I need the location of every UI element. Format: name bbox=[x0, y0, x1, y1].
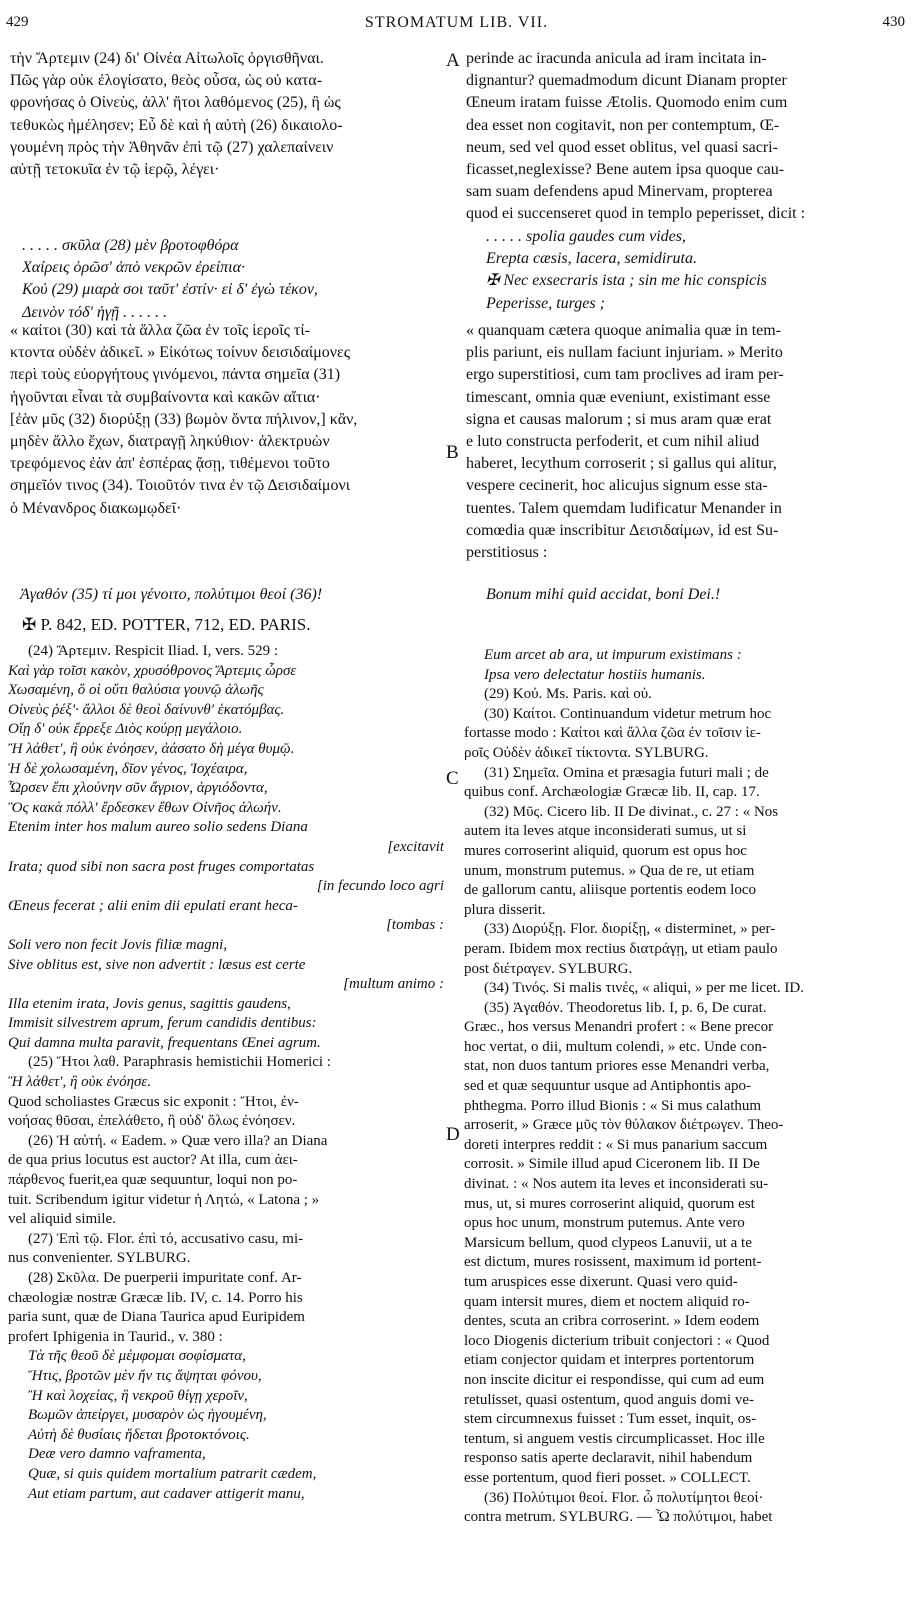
footnote-line: doreti interpres reddit : « Si mus panarium saccum bbox=[464, 1136, 768, 1153]
latin-verse-line: Erepta cæsis, lacera, semidiruta. bbox=[486, 250, 697, 268]
footnote-line: mus, ut, si mures corroserint aliquid, quorum est bbox=[464, 1195, 755, 1212]
footnote-line: πάρθενος fuerit,ea quæ sequuntur, loqui non po- bbox=[8, 1172, 298, 1189]
margin-marker-b: B bbox=[446, 442, 459, 463]
footnote-line: vel aliquid simile. bbox=[8, 1211, 116, 1228]
footnote-line: Sive oblitus est, sive non advertit : læsus est certe bbox=[8, 956, 306, 973]
footnote-line: paria sunt, quæ de Diana Taurica apud Euripidem bbox=[8, 1309, 305, 1326]
footnote-line: Οἴῃ δ' οὐκ ἔρρεξε Διὸς κούρῃ μεγάλοιο. bbox=[8, 721, 243, 738]
footnote-line: Χωσαμένη, ὅ οἱ οὔτι θαλύσια γουνῷ ἀλωῆς bbox=[8, 682, 264, 699]
footnote-line: (30) Καίτοι. Continuandum videtur metrum hoc bbox=[484, 705, 772, 722]
footnote-line: Ὃς κακὰ πόλλ' ἔρδεσκεν ἔθων Οἰνῆος ἀλωήν. bbox=[8, 799, 282, 816]
greek-line: Πῶς γὰρ οὐκ ἐλογίσατο, θεὸς οὖσα, ὡς οὐ κατα- bbox=[10, 72, 323, 90]
edition-reference: ✠ P. 842, ED. POTTER, 712, ED. PARIS. bbox=[22, 615, 311, 634]
latin-text-top bbox=[466, 48, 906, 226]
footnote-line: tum aruspices esse dixerunt. Quasi vero quid- bbox=[464, 1274, 738, 1290]
footnote-line: nus convenienter. SYLBURG. bbox=[8, 1250, 191, 1267]
footnote-line: (33) Διορύξῃ. Flor. διορίξῃ, « disterminet, » per- bbox=[484, 921, 776, 938]
footnote-line: Αὐτὴ δὲ θυσίαις ἥδεται βροτοκτόνοις. bbox=[28, 1426, 250, 1443]
greek-line: τρεφόμενος ἐὰν ἀπ' ἑσπέρας ᾄσῃ, τιθέμενοι τοῦτο bbox=[10, 455, 330, 473]
footnote-line: dentes, scuta an cribra corroserint. » Idem eodem bbox=[464, 1313, 760, 1330]
greek-line: μηδὲν ἄλλο ἔχων, διατραγῇ ληκύθιον· ἀλεκτρυὼν bbox=[10, 433, 330, 451]
footnote-line: (35) Ἀγαθόν. Theodoretus lib. I, p. 6, De curat. bbox=[484, 999, 767, 1016]
footnote-line: Ἡ δὲ χολωσαμένη, δῖον γένος, Ἰοχέαιρα, bbox=[8, 760, 248, 777]
footnote-line: peram. Ibidem mox rectius διατράγῃ, ut etiam paulo bbox=[464, 940, 778, 957]
margin-marker-a: A bbox=[446, 50, 460, 71]
greek-verse-line: . . . . . σκῦλα (28) μὲν βροτοφθόρα bbox=[22, 237, 239, 254]
footnote-line: loco Diogenis dicterium tribuit conjectori : « Quod bbox=[464, 1332, 770, 1349]
footnote-line: Irata; quod sibi non sacra post fruges comportatas bbox=[8, 858, 315, 875]
greek-closing-line: Ἀγαθόν (35) τί μοι γένοιτο, πολύτιμοι θεοί (36)! bbox=[20, 586, 323, 603]
footnote-line: quam intersit mures, diem et noctem aliquid ro- bbox=[464, 1293, 750, 1310]
latin-line: timescant, omnia quæ eveniunt, existimant esse bbox=[466, 388, 771, 406]
footnote-line: Ἥτις, βροτῶν μὲν ἤν τις ἅψηται φόνου, bbox=[28, 1367, 262, 1384]
page-number-right: 430 bbox=[882, 14, 905, 30]
footnote-line: Græc., hos versus Menandri profert : « Bene precor bbox=[464, 1019, 774, 1036]
latin-line: perinde ac iracunda anicula ad iram incitata in- bbox=[466, 50, 767, 67]
footnote-line: arroserit, » Græce μῦς τὸν θύλακον διέτρωγεν. Theo- bbox=[464, 1117, 784, 1134]
latin-line: comœdia quæ inscribitur Δεισιδαίμων, id est Su- bbox=[466, 521, 779, 539]
footnote-line: (36) Πολύτιμοι θεοί. Flor. ὦ πολυτίμητοι θεοί· bbox=[484, 1489, 764, 1506]
footnote-line: (27) Ἐπὶ τῷ. Flor. ἐπὶ τό, accusativo casu, mi- bbox=[28, 1230, 304, 1247]
footnote-line: ροῖς Οὐδὲν ἀδικεῖ τίκτοντα. SYLBURG. bbox=[464, 744, 709, 761]
latin-line: « quanquam cætera quoque animalia quæ in tem- bbox=[466, 322, 782, 339]
footnote-line: phthegma. Porro illud Bionis : « Si mus calathum bbox=[464, 1097, 762, 1114]
latin-line: ergo superstitiosi, cum tam proclives ad iram per- bbox=[466, 366, 784, 384]
greek-line: φρονήσας ὁ Οἰνεὺς, ἀλλ' ἤτοι λαθόμενος (25), ἢ ὡς bbox=[10, 94, 341, 112]
latin-line: tuentes. Talem quemdam ludificatur Menander in bbox=[466, 499, 782, 517]
footnote-line: Deæ vero damno vaframenta, bbox=[28, 1446, 206, 1463]
greek-verse-line: Χαίρεις ὁρῶσ' ἀπὸ νεκρῶν ἐρείπια· bbox=[22, 259, 245, 277]
latin-verse-line: Peperisse, turges ; bbox=[486, 294, 605, 312]
footnote-line: mures corroserint aliquid, quorum est opus hoc bbox=[464, 842, 747, 859]
footnote-line: plura disserit. bbox=[464, 901, 546, 918]
footnote-line: (28) Σκῦλα. De puerperii impuritate conf. Ar- bbox=[28, 1270, 302, 1286]
footnote-line: Soli vero non fecit Jovis filiæ magni, bbox=[8, 936, 227, 953]
greek-verse-line: Κοὐ (29) μιαρὰ σοι ταῦτ' ἐστίν· εἰ δ' ἐγὼ τέκον, bbox=[22, 281, 318, 299]
footnote-line: Immisit silvestrem aprum, ferum candidis dentibus: bbox=[8, 1015, 317, 1032]
latin-line: neum, sed vel quod esset oblitus, vel quasi sacri- bbox=[466, 138, 778, 156]
greek-line: τεθυκὼς ἠμέλησεν; Εὖ δὲ καὶ ἡ αὐτὴ (26) δικαιολο- bbox=[10, 116, 343, 134]
footnote-line: (24) Ἄρτεμιν. Respicit Iliad. I, vers. 529 : bbox=[28, 643, 279, 659]
footnote-line: νοήσας θῦσαι, ἐπελάθετο, ἢ οὐδ' ὅλως ἐνόησεν. bbox=[8, 1113, 296, 1130]
greek-line: ἡγοῦνται εἶναι τὰ συμβαίνοντα καὶ κακῶν αἴτια· bbox=[10, 388, 321, 406]
footnote-line: post διέτραγεν. SYLBURG. bbox=[464, 960, 633, 977]
footnote-line: esse portentum, quod fieri posset. » COLLECT. bbox=[464, 1469, 751, 1486]
footnotes-right-column bbox=[464, 646, 908, 1528]
footnote-line: tentum, si anguem vestis circumplicasset. Hoc ille bbox=[464, 1430, 765, 1447]
greek-line: τὴν Ἄρτεμιν (24) δι' Οἰνέα Αἰτωλοῖς ὀργισθῆναι. bbox=[10, 50, 324, 67]
footnote-line: Etenim inter hos malum aureo solio sedens Diana bbox=[8, 819, 308, 836]
footnote-line: Τὰ τῆς θεοῦ δὲ μέμφομαι σοφίσματα, bbox=[28, 1348, 246, 1365]
footnote-line: profert Iphigenia in Taurid., v. 380 : bbox=[8, 1328, 223, 1345]
latin-verse-line: . . . . . spolia gaudes cum vides, bbox=[486, 228, 686, 245]
latin-line: plis pariunt, eis nullam faciunt injuriam. » Merito bbox=[466, 344, 783, 362]
footnote-line: hoc vertat, o dii, multum colendi, » etc. Unde con- bbox=[464, 1038, 767, 1055]
footnote-line: Quæ, si quis quidem mortalium patrarit cædem, bbox=[28, 1465, 317, 1482]
footnote-line: chæologiæ nostræ Græcæ lib. IV, c. 14. Porro his bbox=[8, 1289, 303, 1306]
footnote-line: non inscite dicitur ei respondisse, qui cum ad eum bbox=[464, 1371, 765, 1388]
footnote-line: est dictum, mures rosissent, maximum id portent- bbox=[464, 1254, 762, 1271]
latin-line: perstitiosus : bbox=[466, 544, 548, 562]
greek-text-middle bbox=[10, 320, 442, 520]
footnote-line: (29) Κοὐ. Ms. Paris. καὶ οὐ. bbox=[484, 686, 652, 703]
greek-verse-line: Δεινὸν τόδ' ἡγῇ . . . . . . bbox=[22, 303, 168, 321]
footnote-line: Ipsa vero delectatur hostiis humanis. bbox=[484, 666, 706, 683]
margin-marker-c: C bbox=[446, 768, 459, 789]
footnote-line: Βωμῶν ἀπείργει, μυσαρὸν ὡς ἡγουμένη, bbox=[28, 1407, 267, 1424]
footnote-line: divinat. : « Nos autem ita leves et inconsiderati su- bbox=[464, 1176, 769, 1193]
latin-line: ficasset,neglexisse? Bene autem ipsa quoque cau- bbox=[466, 161, 785, 179]
footnote-line: [in fecundo loco agri bbox=[316, 878, 444, 895]
footnote-line: stem circumnexus fuisset : Tum esset, inquit, os- bbox=[464, 1411, 757, 1428]
latin-line: dea esset non cogitavit, non per contemptum, Œ- bbox=[466, 116, 780, 134]
footnote-line: tuit. Scribendum igitur videtur ἡ Λητώ, « Latona ; » bbox=[8, 1191, 320, 1208]
footnotes-left-column bbox=[8, 642, 444, 1504]
footnote-line: stat, non duos tantum priores esse Menandri verba, bbox=[464, 1058, 770, 1075]
footnote-line: quibus conf. Archæologiæ Græcæ lib. II, cap. 17. bbox=[464, 784, 760, 801]
footnote-line: contra metrum. SYLBURG. — Ὦ πολύτιμοι, habet bbox=[464, 1509, 773, 1526]
footnote-line: retulisset, quasi ostentum, quod anguis domi ve- bbox=[464, 1391, 754, 1408]
footnote-line: Marsicum bellum, quod clypeos Lanuvii, ut a te bbox=[464, 1234, 752, 1251]
greek-line: « καίτοι (30) καὶ τὰ ἄλλα ζῶα ἐν τοῖς ἱεροῖς τί- bbox=[10, 322, 310, 339]
greek-verse-quote bbox=[22, 235, 442, 324]
footnote-line: corrosit. » Simile illud apud Ciceronem lib. II De bbox=[464, 1156, 760, 1173]
footnote-line: de gallorum cantu, aliisque portentis eodem loco bbox=[464, 882, 757, 899]
page-number-left: 429 bbox=[6, 14, 29, 30]
footnote-line: Καὶ γὰρ τοῖσι κακὸν, χρυσόθρονος Ἄρτεμις ὦρσε bbox=[8, 662, 297, 679]
footnote-line: opus hoc unum, monstrum putemus. Ante vero bbox=[464, 1215, 745, 1232]
greek-line: ὁ Μένανδρος διακωμῳδεῖ· bbox=[10, 499, 182, 517]
margin-marker-d: D bbox=[446, 1124, 460, 1145]
footnote-line: Ἢ λάθετ', ἢ οὐκ ἐνόησε. bbox=[8, 1074, 152, 1091]
latin-closing-line: Bonum mihi quid accidat, boni Dei.! bbox=[486, 586, 721, 603]
footnote-line: [excitavit bbox=[387, 838, 444, 855]
latin-line: dignantur? quemadmodum dicunt Dianam propter bbox=[466, 72, 787, 90]
footnote-line: Ἢ λάθετ', ἢ οὐκ ἐνόησεν, ἀάσατο δὴ μέγα θυμῷ. bbox=[8, 740, 295, 757]
footnote-line: autem ita leves atque inconsiderati sumus, ut si bbox=[464, 823, 747, 840]
footnote-line: de qua prius locutus est auctor? At illa, cum ἀει- bbox=[8, 1152, 298, 1169]
footnote-line: (32) Μῦς. Cicero lib. II De divinat., c. 27 : « Nos bbox=[484, 803, 779, 820]
footnote-line: Ὦρσεν ἔπι χλούνην σῦν ἄγριον, ἀργιόδοντα, bbox=[8, 780, 268, 797]
footnote-line: Œneus fecerat ; alii enim dii epulati erant heca- bbox=[8, 897, 298, 914]
latin-line: signa et causas malorum ; si mus aram quæ erat bbox=[466, 410, 772, 428]
footnote-line: unum, monstrum putemus. » Qua de re, ut etiam bbox=[464, 862, 755, 879]
greek-line: αὐτῇ τετοκυῖα ἐν τῷ ἱερῷ, λέγει· bbox=[10, 161, 220, 179]
footnote-line: Illa etenim irata, Jovis genus, sagittis gaudens, bbox=[8, 995, 291, 1012]
footnote-line: Quod scholiastes Græcus sic exponit : Ἤτοι, ἐν- bbox=[8, 1093, 299, 1110]
greek-line: γουμένη πρὸς τὴν Ἀθηνᾶν ἐπὶ τῷ (27) χαλεπαίνειν bbox=[10, 138, 334, 156]
footnote-line: [tombas : bbox=[386, 917, 444, 934]
footnote-line: (34) Τινός. Si malis τινές, « aliqui, » per me licet. ID. bbox=[484, 980, 804, 997]
footnote-line: Aut etiam partum, aut cadaver attigerit manu, bbox=[28, 1485, 305, 1502]
footnote-line: (31) Σημεῖα. Omina et præsagia futuri mali ; de bbox=[484, 764, 769, 781]
greek-line: περὶ τοὺς εὐοργήτους γινόμενοι, πάντα σημεῖα (31) bbox=[10, 366, 341, 384]
footnote-line: (26) Ἡ αὐτή. « Eadem. » Quæ vero illa? an Diana bbox=[28, 1132, 328, 1149]
latin-verse-line: ✠ Nec exsecraris ista ; sin me hic conspicis bbox=[486, 272, 767, 290]
footnote-line: Eum arcet ab ara, ut impurum existimans : bbox=[484, 647, 742, 663]
latin-line: quod ei succenseret quod in templo peperisset, dicit : bbox=[466, 205, 806, 223]
footnote-line: responso satis aperte declaravit, nihil habendum bbox=[464, 1450, 753, 1467]
footnote-line: Ἢ καὶ λοχείας, ἢ νεκροῦ θίγῃ χεροῖν, bbox=[28, 1387, 248, 1404]
running-title: STROMATUM LIB. VII. bbox=[364, 14, 549, 31]
footnote-line: sed et quæ sequuntur usque ad Antiphontis apo- bbox=[464, 1078, 752, 1095]
footnote-line: [multum animo : bbox=[343, 976, 444, 993]
footnote-line: (25) Ἤτοι λαθ. Paraphrasis hemistichii Homerici : bbox=[28, 1054, 331, 1071]
latin-text-middle bbox=[466, 320, 906, 564]
footnote-line: Qui damna multa paravit, frequentans Œnei agrum. bbox=[8, 1034, 321, 1051]
footnote-line: Οἰνεὺς ῥέξ'· ἄλλοι δὲ θεοὶ δαίνυνθ' ἑκατόμβας. bbox=[8, 701, 285, 718]
latin-line: sam suam defendens apud Minervam, propterea bbox=[466, 183, 773, 201]
greek-text-top bbox=[10, 48, 442, 181]
latin-line: vespere cecinerit, hoc alicujus signum esse sta- bbox=[466, 477, 768, 495]
latin-line: haberet, lecythum corroserit ; si gallus qui alitur, bbox=[466, 455, 777, 473]
latin-line: e luto constructa perfoderit, et cum nihil aliud bbox=[466, 433, 760, 451]
footnote-line: etiam conjector quidam et interpres portentorum bbox=[464, 1352, 755, 1369]
latin-line: Œneum iratam fuisse Ætolis. Quomodo enim cum bbox=[466, 94, 788, 112]
page-header bbox=[0, 14, 913, 40]
latin-verse-quote bbox=[486, 226, 906, 315]
greek-line: σημεῖόν τινος (34). Τοιοῦτόν τινα ἐν τῷ Δεισιδαίμονι bbox=[10, 477, 351, 495]
greek-line: κτοντα οὐδὲν ἀδικεῖ. » Εἰκότως τοίνυν δεισιδαίμονες bbox=[10, 344, 351, 362]
greek-line: [ἐὰν μῦς (32) διορύξῃ (33) βωμὸν ὄντα πήλινον,] κἂν, bbox=[10, 410, 358, 428]
footnote-line: fortasse modo : Καίτοι καὶ ἄλλα ζῶα ἐν τοῖσιν ἱε- bbox=[464, 725, 761, 742]
